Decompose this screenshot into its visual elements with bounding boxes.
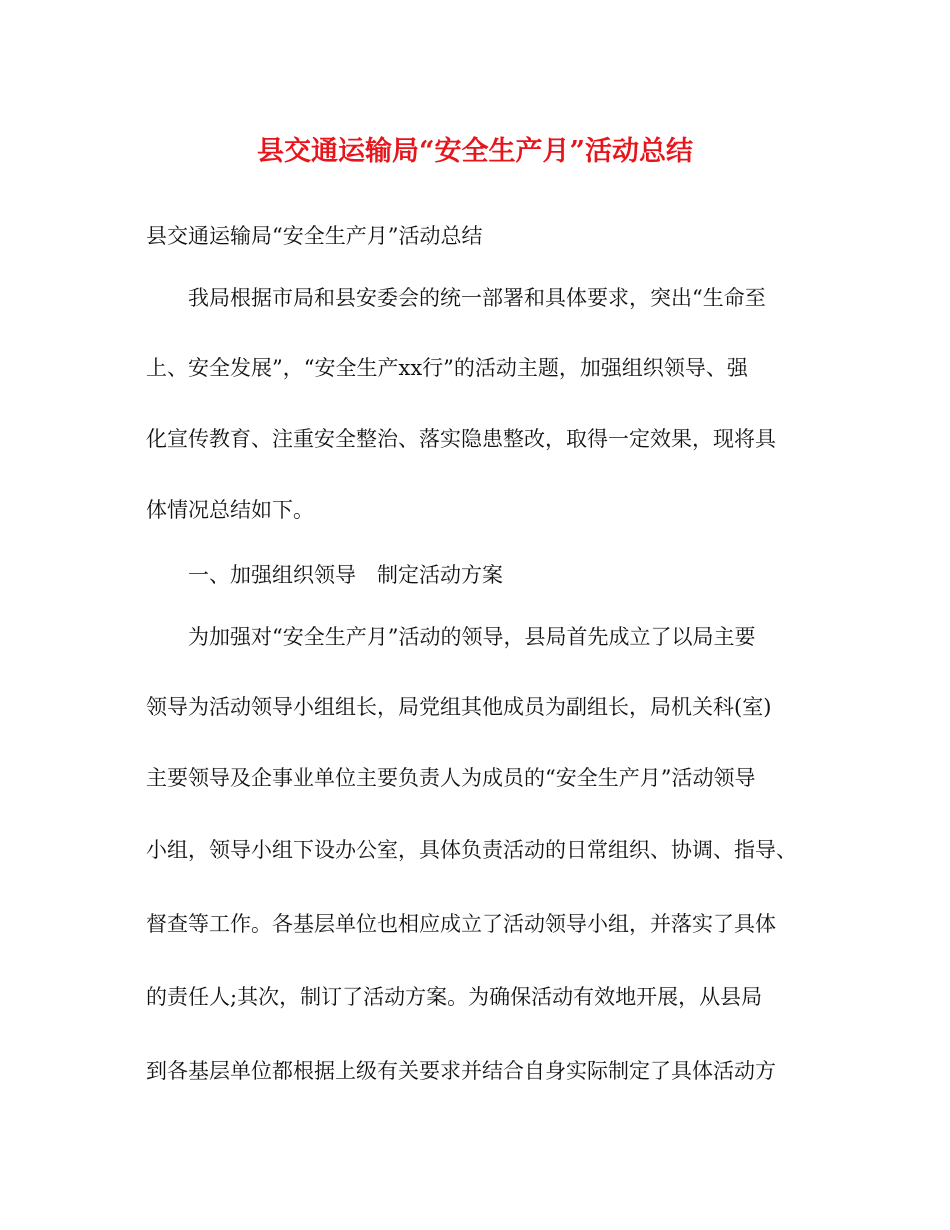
paragraph-line: 督查等工作。各基层单位也相应成立了活动领导小组，并落实了具体 (146, 912, 776, 936)
paragraph-line: 化宣传教育、注重安全整治、落实隐患整改，取得一定效果，现将具 (146, 427, 776, 451)
paragraph-line: 上、安全发展”，“安全生产xx行”的活动主题，加强组织领导、强 (146, 356, 748, 380)
document-title: 县交通运输局“安全生产月”活动总结 (256, 136, 694, 167)
paragraph-line: 我局根据市局和县安委会的统一部署和具体要求，突出“生命至 (188, 286, 766, 310)
paragraph-line: 体情况总结如下。 (146, 498, 314, 522)
paragraph-line: 领导为活动领导小组组长，局党组其他成员为副组长，局机关科(室) (146, 695, 772, 719)
paragraph-line: 为加强对“安全生产月”活动的领导，县局首先成立了以局主要 (188, 625, 756, 649)
paragraph-line: 主要领导及企事业单位主要负责人为成员的“安全生产月”活动领导 (146, 766, 756, 790)
section-heading: 一、加强组织领导 制定活动方案 (188, 563, 503, 587)
paragraph-line: 的责任人;其次，制订了活动方案。为确保活动有效地开展，从县局 (146, 985, 763, 1009)
paragraph-line: 小组，领导小组下设办公室，具体负责活动的日常组织、协调、指导、 (146, 838, 797, 862)
paragraph-line: 到各基层单位都根据上级有关要求并结合自身实际制定了具体活动方 (146, 1059, 776, 1083)
subtitle-line: 县交通运输局“安全生产月”活动总结 (146, 224, 483, 248)
